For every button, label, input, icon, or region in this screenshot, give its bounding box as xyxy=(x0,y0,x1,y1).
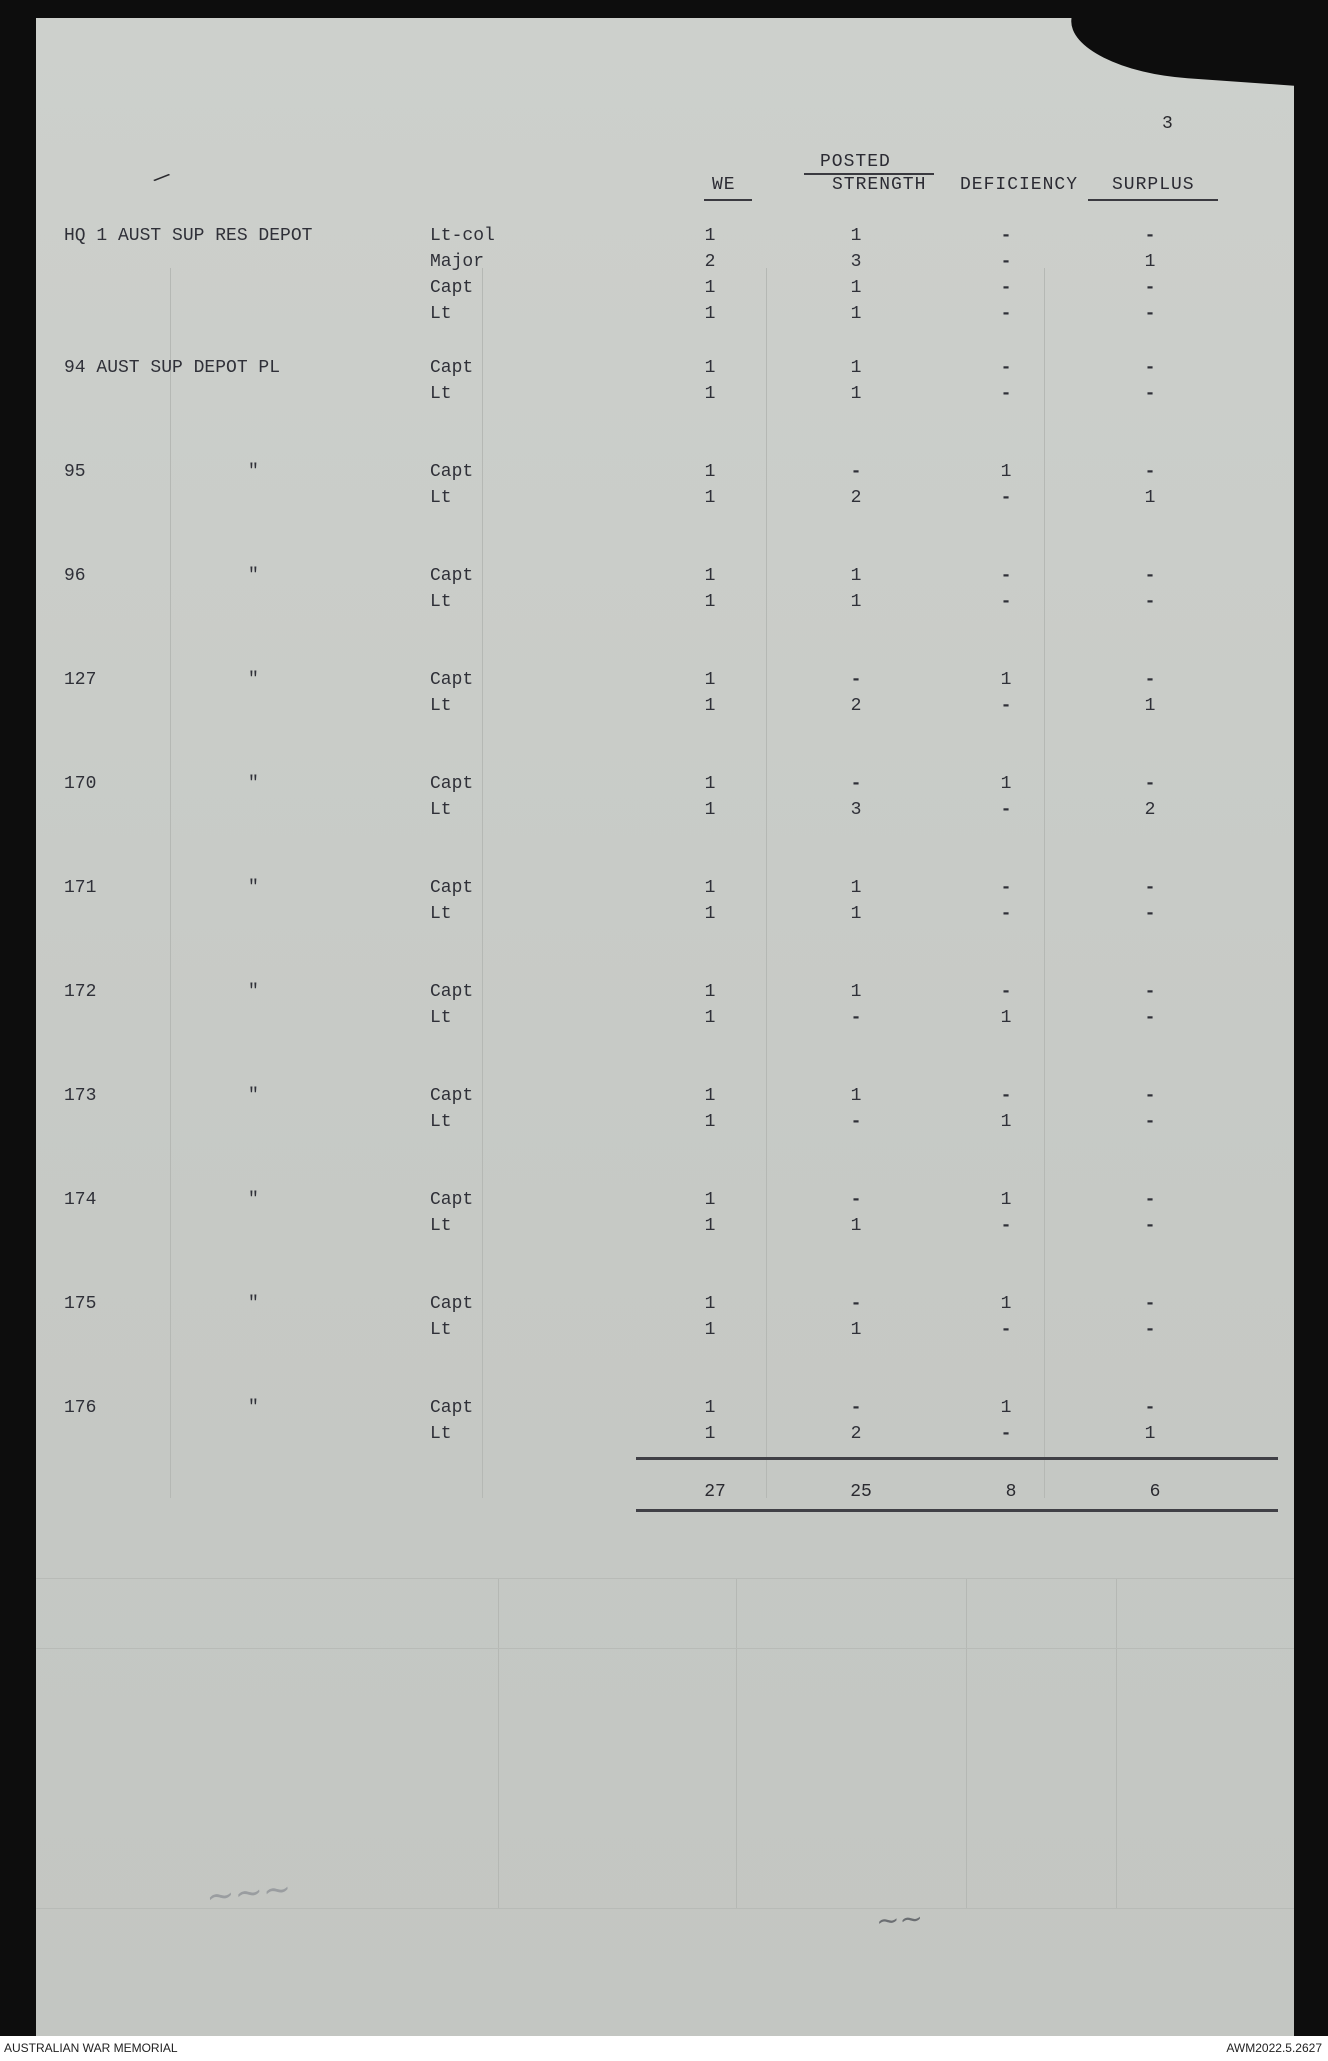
value-strength: 1 xyxy=(850,1320,862,1340)
show-through-signature: ~~ xyxy=(874,1901,925,1938)
stray-mark: 3 xyxy=(1162,114,1173,134)
value-strength: - xyxy=(850,1112,862,1132)
value-surplus: - xyxy=(1144,1320,1156,1340)
value-strength: - xyxy=(850,1294,862,1314)
rank-label: Capt xyxy=(430,1190,474,1210)
value-surplus: - xyxy=(1144,1398,1156,1418)
value-strength: 1 xyxy=(850,384,862,404)
value-we: 1 xyxy=(704,488,716,508)
unit-name: 174 xyxy=(64,1190,97,1210)
value-we: 1 xyxy=(704,358,716,378)
col-header-surplus: SURPLUS xyxy=(1112,175,1195,195)
rank-label: Capt xyxy=(430,358,474,378)
value-deficiency: 1 xyxy=(1000,1398,1012,1418)
col-header-we: WE xyxy=(712,175,736,195)
value-surplus: - xyxy=(1144,1112,1156,1132)
value-deficiency: - xyxy=(1000,592,1012,612)
value-we: 1 xyxy=(704,1086,716,1106)
value-deficiency: - xyxy=(1000,904,1012,924)
value-strength: 1 xyxy=(850,1216,862,1236)
rank-label: Lt xyxy=(430,800,452,820)
unit-name: 170 xyxy=(64,774,97,794)
value-surplus: 1 xyxy=(1144,696,1156,716)
show-through-line xyxy=(36,1648,1294,1649)
show-through-line xyxy=(736,1578,737,1908)
unit-name: 171 xyxy=(64,878,97,898)
value-surplus: - xyxy=(1144,774,1156,794)
value-strength: - xyxy=(850,670,862,690)
value-strength: 3 xyxy=(850,800,862,820)
value-deficiency: 1 xyxy=(1000,1190,1012,1210)
value-surplus: - xyxy=(1144,592,1156,612)
show-through-line xyxy=(170,268,171,1498)
value-strength: 1 xyxy=(850,278,862,298)
rank-label: Lt xyxy=(430,384,452,404)
rank-label: Major xyxy=(430,252,485,272)
value-surplus: 2 xyxy=(1144,800,1156,820)
value-surplus: - xyxy=(1144,226,1156,246)
value-deficiency: 1 xyxy=(1000,1008,1012,1028)
show-through-line xyxy=(36,1578,1294,1579)
we-underline xyxy=(704,199,752,201)
total-rule-bottom xyxy=(636,1509,1278,1512)
col-header-deficiency: DEFICIENCY xyxy=(960,175,1079,195)
ditto-mark: " xyxy=(248,566,259,586)
total-surplus: 6 xyxy=(1149,1482,1161,1502)
posted-label: POSTED xyxy=(820,152,891,172)
value-strength: 1 xyxy=(850,358,862,378)
ditto-mark: " xyxy=(248,1294,259,1314)
value-strength: 1 xyxy=(850,566,862,586)
rank-label: Lt xyxy=(430,1424,452,1444)
unit-name: 172 xyxy=(64,982,97,1002)
value-surplus: - xyxy=(1144,278,1156,298)
rank-label: Lt xyxy=(430,304,452,324)
rank-label: Capt xyxy=(430,1294,474,1314)
value-deficiency: - xyxy=(1000,1320,1012,1340)
show-through-line xyxy=(482,268,483,1498)
value-strength: 1 xyxy=(850,592,862,612)
value-deficiency: 1 xyxy=(1000,774,1012,794)
rank-label: Lt xyxy=(430,592,452,612)
rank-label: Lt xyxy=(430,1320,452,1340)
value-strength: 2 xyxy=(850,696,862,716)
value-strength: - xyxy=(850,1398,862,1418)
value-deficiency: 1 xyxy=(1000,670,1012,690)
value-deficiency: - xyxy=(1000,358,1012,378)
value-we: 1 xyxy=(704,696,716,716)
value-we: 1 xyxy=(704,982,716,1002)
show-through-line xyxy=(498,1578,499,1908)
ditto-mark: " xyxy=(248,1086,259,1106)
value-we: 1 xyxy=(704,1190,716,1210)
value-strength: 1 xyxy=(850,1086,862,1106)
show-through-line xyxy=(966,1578,967,1908)
value-strength: 1 xyxy=(850,878,862,898)
value-we: 1 xyxy=(704,1424,716,1444)
value-deficiency: - xyxy=(1000,1086,1012,1106)
value-deficiency: - xyxy=(1000,304,1012,324)
show-through-line xyxy=(1044,268,1045,1498)
value-we: 1 xyxy=(704,904,716,924)
value-strength: 3 xyxy=(850,252,862,272)
surplus-underline xyxy=(1088,199,1218,201)
value-surplus: 1 xyxy=(1144,252,1156,272)
ditto-mark: " xyxy=(248,670,259,690)
value-surplus: - xyxy=(1144,462,1156,482)
value-surplus: - xyxy=(1144,982,1156,1002)
rank-label: Capt xyxy=(430,1086,474,1106)
value-we: 1 xyxy=(704,1320,716,1340)
unit-name: 127 xyxy=(64,670,97,690)
total-we: 27 xyxy=(704,1482,726,1502)
value-strength: - xyxy=(850,774,862,794)
value-we: 1 xyxy=(704,278,716,298)
rank-label: Lt-col xyxy=(430,226,495,246)
value-we: 1 xyxy=(704,1112,716,1132)
unit-name: 173 xyxy=(64,1086,97,1106)
value-deficiency: - xyxy=(1000,1216,1012,1236)
rank-label: Lt xyxy=(430,1216,452,1236)
value-surplus: - xyxy=(1144,384,1156,404)
ditto-mark: " xyxy=(248,1398,259,1418)
stray-mark: / xyxy=(148,166,173,193)
value-strength: 1 xyxy=(850,904,862,924)
show-through-signature: ~~~ xyxy=(204,1868,294,1918)
value-deficiency: - xyxy=(1000,982,1012,1002)
total-strength: 25 xyxy=(850,1482,872,1502)
rank-label: Capt xyxy=(430,462,474,482)
value-we: 1 xyxy=(704,800,716,820)
value-surplus: - xyxy=(1144,304,1156,324)
value-we: 1 xyxy=(704,384,716,404)
ditto-mark: " xyxy=(248,878,259,898)
total-deficiency: 8 xyxy=(1005,1482,1017,1502)
value-strength: 1 xyxy=(850,982,862,1002)
value-deficiency: - xyxy=(1000,1424,1012,1444)
archive-footer xyxy=(0,2036,1328,2061)
value-strength: 2 xyxy=(850,1424,862,1444)
value-surplus: - xyxy=(1144,904,1156,924)
rank-label: Capt xyxy=(430,774,474,794)
unit-name: 175 xyxy=(64,1294,97,1314)
value-strength: 1 xyxy=(850,226,862,246)
value-strength: - xyxy=(850,462,862,482)
value-we: 1 xyxy=(704,1398,716,1418)
value-deficiency: - xyxy=(1000,278,1012,298)
document-page xyxy=(36,18,1294,2036)
value-we: 1 xyxy=(704,774,716,794)
value-we: 1 xyxy=(704,1008,716,1028)
value-deficiency: 1 xyxy=(1000,1112,1012,1132)
show-through-line xyxy=(1116,1578,1117,1908)
value-surplus: 1 xyxy=(1144,1424,1156,1444)
value-deficiency: - xyxy=(1000,226,1012,246)
ditto-mark: " xyxy=(248,982,259,1002)
unit-name: HQ 1 AUST SUP RES DEPOT xyxy=(64,226,313,246)
rank-label: Lt xyxy=(430,1008,452,1028)
show-through-line xyxy=(766,268,767,1498)
value-surplus: - xyxy=(1144,566,1156,586)
value-strength: 1 xyxy=(850,304,862,324)
rank-label: Lt xyxy=(430,696,452,716)
value-surplus: - xyxy=(1144,1216,1156,1236)
value-deficiency: - xyxy=(1000,696,1012,716)
value-we: 1 xyxy=(704,304,716,324)
value-surplus: 1 xyxy=(1144,488,1156,508)
rank-label: Capt xyxy=(430,1398,474,1418)
value-we: 1 xyxy=(704,878,716,898)
value-surplus: - xyxy=(1144,1008,1156,1028)
value-surplus: - xyxy=(1144,878,1156,898)
value-strength: - xyxy=(850,1190,862,1210)
rank-label: Capt xyxy=(430,878,474,898)
value-deficiency: 1 xyxy=(1000,462,1012,482)
total-rule-top xyxy=(636,1457,1278,1460)
value-surplus: - xyxy=(1144,1190,1156,1210)
value-deficiency: - xyxy=(1000,878,1012,898)
ditto-mark: " xyxy=(248,462,259,482)
value-we: 1 xyxy=(704,226,716,246)
ditto-mark: " xyxy=(248,774,259,794)
value-deficiency: - xyxy=(1000,384,1012,404)
value-surplus: - xyxy=(1144,1086,1156,1106)
value-we: 2 xyxy=(704,252,716,272)
value-we: 1 xyxy=(704,462,716,482)
value-deficiency: - xyxy=(1000,566,1012,586)
torn-corner xyxy=(1068,18,1294,86)
col-header-strength: STRENGTH xyxy=(832,175,927,195)
unit-name: 176 xyxy=(64,1398,97,1418)
value-we: 1 xyxy=(704,670,716,690)
value-deficiency: - xyxy=(1000,488,1012,508)
value-surplus: - xyxy=(1144,1294,1156,1314)
rank-label: Capt xyxy=(430,670,474,690)
value-deficiency: - xyxy=(1000,800,1012,820)
value-we: 1 xyxy=(704,592,716,612)
value-surplus: - xyxy=(1144,358,1156,378)
value-strength: 2 xyxy=(850,488,862,508)
rank-label: Capt xyxy=(430,278,474,298)
unit-name: 95 xyxy=(64,462,86,482)
archive-reference: AWM2022.5.2627 xyxy=(1226,2041,1322,2055)
value-we: 1 xyxy=(704,1294,716,1314)
value-deficiency: - xyxy=(1000,252,1012,272)
rank-label: Capt xyxy=(430,982,474,1002)
rank-label: Lt xyxy=(430,488,452,508)
value-strength: - xyxy=(850,1008,862,1028)
value-surplus: - xyxy=(1144,670,1156,690)
unit-name: 96 xyxy=(64,566,86,586)
value-deficiency: 1 xyxy=(1000,1294,1012,1314)
value-we: 1 xyxy=(704,1216,716,1236)
value-we: 1 xyxy=(704,566,716,586)
unit-name: 94 AUST SUP DEPOT PL xyxy=(64,358,281,378)
archive-name: AUSTRALIAN WAR MEMORIAL xyxy=(4,2041,178,2055)
rank-label: Capt xyxy=(430,566,474,586)
rank-label: Lt xyxy=(430,1112,452,1132)
rank-label: Lt xyxy=(430,904,452,924)
ditto-mark: " xyxy=(248,1190,259,1210)
